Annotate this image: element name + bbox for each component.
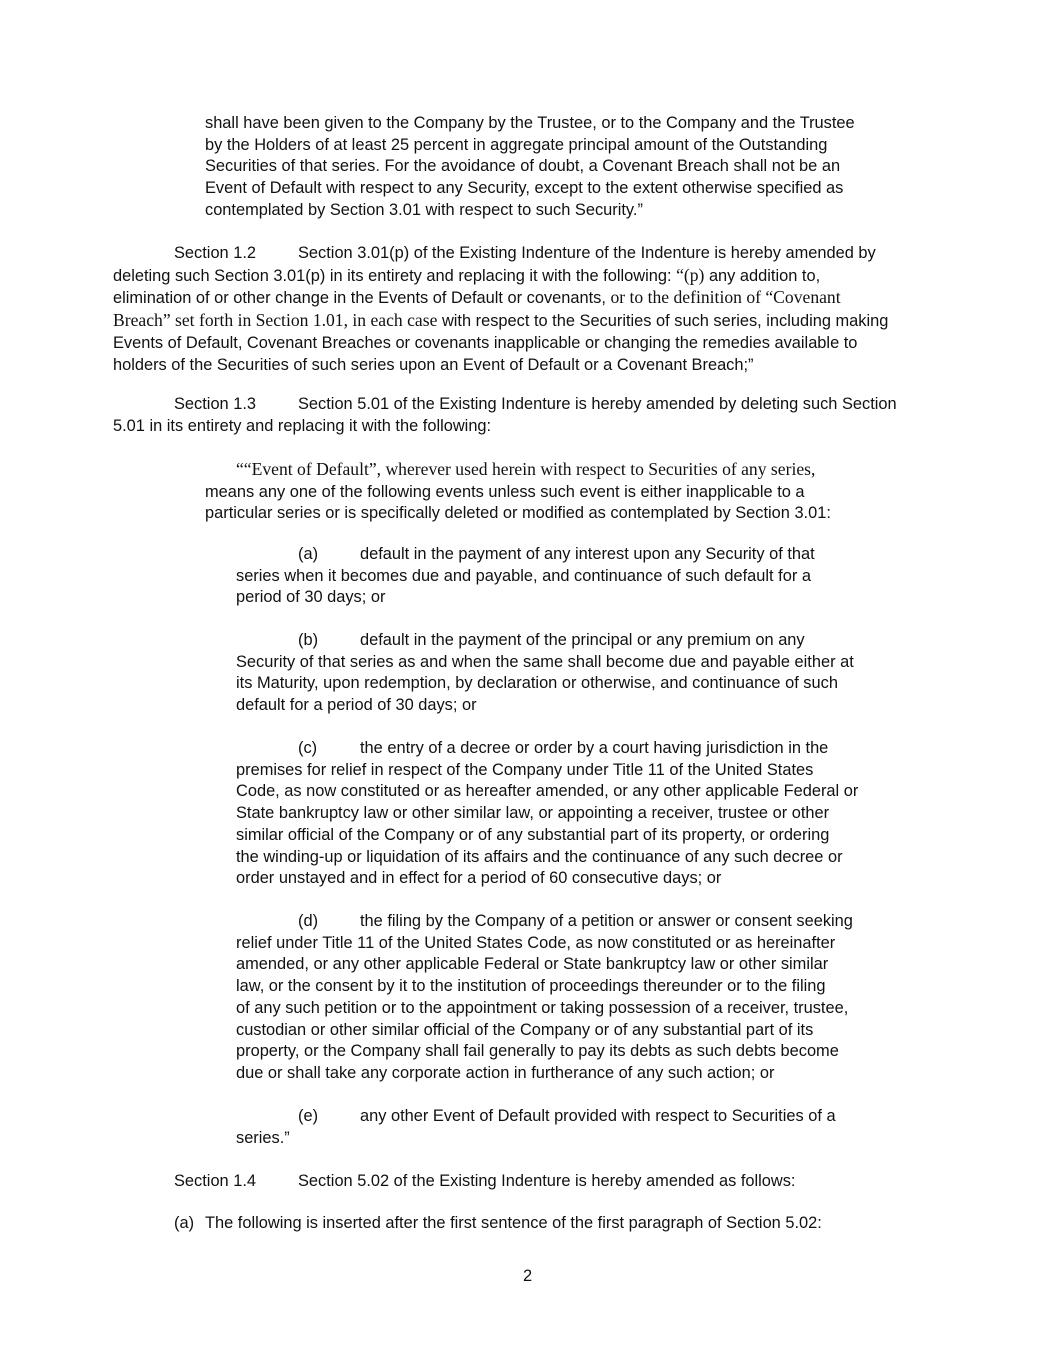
text-line: shall have been given to the Company by the Trustee, or to the Company and the Trustee (205, 114, 855, 132)
section-number: Section 1.4 (174, 1172, 257, 1190)
text-line: series when it becomes due and payable, and continuance of such default for a (236, 566, 811, 585)
text-line-serif: Breach” set forth in Section 1.01, in each case (113, 310, 438, 331)
text-line: property, or the Company shall fail generally to pay its debts as such debts become (236, 1042, 839, 1061)
item-marker: (a) (298, 545, 319, 563)
item-e (236, 1106, 836, 1149)
text-line: the entry of a decree or order by a court having jurisdiction in the (360, 739, 829, 757)
text-line: relief under Title 11 of the United States Code, as now constituted or as hereinafter (236, 933, 836, 952)
text-line: Code, as now constituted or as hereafter amended, or any other applicable Federal or (236, 782, 859, 801)
text-line: due or shall take any corporate action in furtherance of any such action; or (236, 1063, 775, 1082)
text-line: default in the payment of the principal or any premium on any (360, 631, 805, 649)
item-b (236, 630, 854, 717)
text-line: default for a period of 30 days; or (236, 696, 477, 715)
subsection-a (174, 1213, 822, 1235)
text-line: its Maturity, upon redemption, by declaration or otherwise, and continuance of such (236, 674, 838, 693)
quote-block (205, 113, 855, 222)
item-marker: (d) (298, 912, 319, 930)
text-line: deleting such Section 3.01(p) in its entirety and replacing it with the following: (113, 266, 677, 285)
section-number: Section 1.2 (174, 244, 257, 262)
text-line: default in the payment of any interest upon any Security of that (360, 545, 815, 563)
text-line: order unstayed and in effect for a period of 60 consecutive days; or (236, 869, 722, 888)
item-marker: (a) (174, 1214, 195, 1232)
text-line: any other Event of Default provided with respect to Securities of a (360, 1107, 836, 1125)
text-line: the winding-up or liquidation of its affairs and the continuance of any such decree or (236, 847, 843, 866)
event-of-default-definition (205, 459, 831, 525)
item-d (236, 911, 853, 1085)
text-line: Section 3.01(p) of the Existing Indenture of the Indenture is hereby amended by (298, 244, 876, 262)
section-1-2 (113, 243, 888, 376)
text-line: similar official of the Company or of any substantial part of its property, or ordering (236, 825, 830, 844)
text-line: the filing by the Company of a petition or answer or consent seeking (360, 912, 853, 930)
text-line: with respect to the Securities of such series, including making (437, 312, 889, 331)
text-line: Section 5.02 of the Existing Indenture is hereby amended as follows: (298, 1172, 796, 1190)
text-line: The following is inserted after the first sentence of the first paragraph of Section 5.02: (205, 1214, 822, 1232)
text-line: holders of the Securities of such series upon an Event of Default or a Covenant Breach;” (113, 355, 754, 374)
text-line: of any such petition or to the appointment or taking possession of a receiver, trustee, (236, 998, 849, 1017)
text-line-serif: ““Event of Default”, wherever used herein with respect to Securities of any series, (236, 459, 816, 479)
text-line-serif: or to the definition of “Covenant (610, 287, 841, 308)
item-c (236, 738, 858, 890)
text-line: Securities of that series. For the avoidance of doubt, a Covenant Breach shall not be an (205, 157, 841, 176)
text-line: means any one of the following events unless such event is either inapplicable to a (205, 482, 805, 501)
item-marker: (e) (298, 1107, 319, 1125)
item-marker: (b) (298, 631, 319, 649)
text-line: Section 5.01 of the Existing Indenture is hereby amended by deleting such Section (298, 395, 897, 413)
text-line: Event of Default with respect to any Security, except to the extent otherwise specified as (205, 179, 844, 198)
text-line: series.” (236, 1128, 290, 1147)
text-line: period of 30 days; or (236, 588, 386, 607)
text-line: by the Holders of at least 25 percent in aggregate principal amount of the Outstanding (205, 135, 828, 154)
page-number: 2 (522, 1267, 533, 1285)
text-line: State bankruptcy law or other similar law, or appointing a receiver, trustee or other (236, 804, 830, 823)
text-line: premises for relief in respect of the Company under Title 11 of the United States (236, 760, 814, 779)
text-line: any addition to, (704, 266, 821, 285)
text-line: Security of that series as and when the same shall become due and payable either at (236, 652, 854, 671)
item-a (236, 544, 815, 609)
text-line: elimination of or other change in the Events of Default or covenants, (113, 289, 611, 308)
section-1-3 (113, 394, 897, 437)
text-line: contemplated by Section 3.01 with respect to such Security.” (205, 200, 643, 219)
text-line: amended, or any other applicable Federal or State bankruptcy law or other similar (236, 955, 829, 974)
text-line: custodian or other similar official of the Company or of any substantial part of its (236, 1020, 814, 1039)
text-line: law, or the consent by it to the institution of proceedings thereunder or to the filing (236, 977, 826, 996)
section-number: Section 1.3 (174, 395, 257, 413)
item-marker: (c) (298, 739, 318, 757)
section-1-4 (174, 1171, 795, 1193)
text-line: 5.01 in its entirety and replacing it with the following: (113, 416, 492, 435)
text-line-serif: “(p) (676, 264, 705, 285)
text-line: Events of Default, Covenant Breaches or covenants inapplicable or changing the remedies available to (113, 333, 858, 352)
text-line: particular series or is specifically deleted or modified as contemplated by Section 3.01: (205, 504, 831, 523)
